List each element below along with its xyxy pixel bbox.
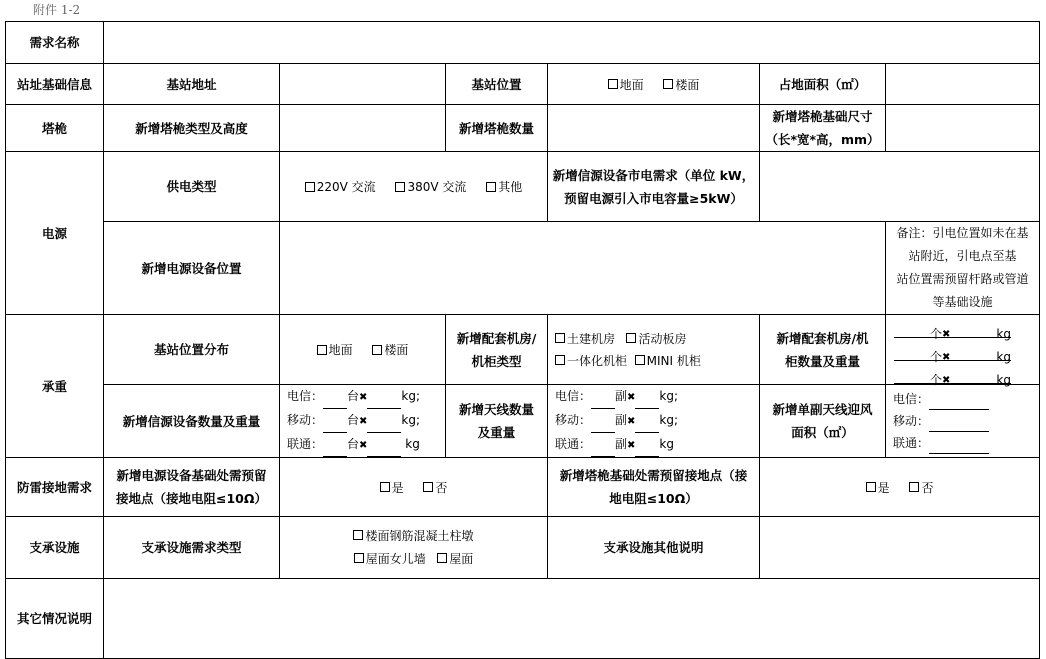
tower-count-field[interactable]	[548, 105, 760, 152]
site-address-label: 基站地址	[104, 64, 280, 105]
checkbox-icon[interactable]	[486, 182, 496, 192]
power-grounding-label: 新增电源设备基础处需预留 接地点（接地电阻≤10Ω）	[104, 458, 280, 517]
antenna-count-weight-label: 新增天线数量 及重量	[446, 385, 548, 458]
tower-type-height-label: 新增塔桅类型及高度	[104, 105, 280, 152]
room-option-mobile-house[interactable]: 活动板房	[626, 332, 686, 346]
telecom-line[interactable]: 电信：	[893, 388, 1039, 410]
telecom-line[interactable]: 电信： 台✖ kg;	[287, 385, 445, 409]
tower-label: 塔桅	[6, 105, 104, 152]
checkbox-icon[interactable]	[909, 482, 919, 492]
power-supply-type-label: 供电类型	[104, 152, 280, 222]
mobile-line[interactable]: 移动： 台✖ kg;	[287, 409, 445, 433]
power-grounding-yes[interactable]: 是	[380, 479, 404, 496]
checkbox-icon[interactable]	[555, 355, 565, 365]
power-equipment-location-label: 新增电源设备位置	[104, 222, 280, 315]
antenna-wind-area-fields	[886, 385, 1040, 458]
power-demand-label: 新增信源设备市电需求（单位 kW， 预留电源引入市电容量≥5kW）	[548, 152, 760, 222]
multiply-icon: ✖	[627, 440, 636, 451]
checkbox-icon[interactable]	[353, 530, 363, 540]
room-option-mini-cabinet[interactable]: MINI 机柜	[635, 354, 701, 368]
power-supply-options	[280, 152, 548, 222]
tower-count-label: 新增塔桅数量	[446, 105, 548, 152]
location-option-ground[interactable]: 地面	[608, 76, 644, 93]
room-count-weight-fields	[886, 315, 1040, 385]
multiply-icon: ✖	[942, 369, 950, 384]
support-type-label: 支承设施需求类型	[104, 517, 280, 579]
room-type-label: 新增配套机房/ 机柜类型	[446, 315, 548, 385]
room-type-options	[548, 315, 760, 385]
site-area-field[interactable]	[886, 64, 1040, 105]
multiply-icon: ✖	[627, 416, 636, 427]
support-option-roof[interactable]: 屋面	[437, 552, 473, 566]
demand-name-label: 需求名称	[6, 22, 104, 64]
power-label: 电源	[6, 152, 104, 315]
support-other-field[interactable]	[760, 517, 1040, 579]
mobile-line[interactable]: 移动：	[893, 410, 1039, 432]
tower-grounding-yes[interactable]: 是	[866, 479, 890, 496]
checkbox-icon[interactable]	[663, 79, 673, 89]
power-grounding-no[interactable]: 否	[423, 479, 447, 496]
tower-grounding-no[interactable]: 否	[909, 479, 933, 496]
signal-equipment-fields	[280, 385, 446, 458]
supply-option-other[interactable]: 其他	[486, 178, 522, 195]
support-type-options	[280, 517, 548, 579]
multiply-icon: ✖	[359, 416, 368, 427]
unicom-line[interactable]: 联通： 台✖ kg	[287, 433, 445, 457]
checkbox-icon[interactable]	[317, 345, 327, 355]
support-label: 支承设施	[6, 517, 104, 579]
site-info-label: 站址基础信息	[6, 64, 104, 105]
checkbox-icon[interactable]	[608, 79, 618, 89]
checkbox-icon[interactable]	[437, 553, 447, 563]
power-equipment-location-field[interactable]	[280, 222, 886, 315]
power-note: 备注：引电位置如未在基站附近，引电点至基 站位置需预留杆路或管道等基础设施	[886, 222, 1040, 315]
checkbox-icon[interactable]	[555, 333, 565, 343]
room-count-line[interactable]: 个✖ kg	[894, 338, 1039, 361]
location-option-roof[interactable]: 楼面	[663, 76, 699, 93]
multiply-icon: ✖	[942, 346, 950, 361]
grounding-label: 防雷接地需求	[6, 458, 104, 517]
checkbox-icon[interactable]	[305, 182, 315, 192]
support-other-label: 支承设施其他说明	[548, 517, 760, 579]
room-option-civil[interactable]: 土建机房	[555, 332, 615, 346]
antenna-count-weight-fields	[548, 385, 760, 458]
checkbox-icon[interactable]	[626, 333, 636, 343]
tower-foundation-size-label: 新增塔桅基础尺寸 （长*宽*高，mm）	[760, 105, 886, 152]
telecom-line[interactable]: 电信： 副✖ kg;	[555, 385, 759, 409]
checkbox-icon[interactable]	[354, 553, 364, 563]
room-count-line[interactable]: 个✖ kg	[894, 315, 1039, 338]
checkbox-icon[interactable]	[380, 482, 390, 492]
load-distribution-options	[280, 315, 446, 385]
checkbox-icon[interactable]	[423, 482, 433, 492]
signal-equipment-label: 新增信源设备数量及重量	[104, 385, 280, 458]
load-label: 承重	[6, 315, 104, 458]
room-count-weight-label: 新增配套机房/机 柜数量及重量	[760, 315, 886, 385]
site-location-label: 基站位置	[446, 64, 548, 105]
checkbox-icon[interactable]	[372, 345, 382, 355]
distribution-option-ground[interactable]: 地面	[317, 341, 353, 358]
multiply-icon: ✖	[359, 440, 368, 451]
multiply-icon: ✖	[942, 323, 950, 338]
other-notes-field[interactable]	[104, 579, 1040, 659]
checkbox-icon[interactable]	[866, 482, 876, 492]
mobile-line[interactable]: 移动： 副✖ kg;	[555, 409, 759, 433]
multiply-icon: ✖	[359, 392, 368, 403]
checkbox-icon[interactable]	[395, 182, 405, 192]
site-address-field[interactable]	[280, 64, 446, 105]
attachment-label: 附件 1-2	[33, 3, 81, 17]
power-grounding-options	[280, 458, 548, 517]
room-count-line[interactable]: 个✖ kg	[894, 361, 1039, 384]
tower-grounding-options	[760, 458, 1040, 517]
tower-type-height-field[interactable]	[280, 105, 446, 152]
load-distribution-label: 基站位置分布	[104, 315, 280, 385]
room-option-integrated-cabinet[interactable]: 一体化机柜	[555, 354, 627, 368]
unicom-line[interactable]: 联通： 副✖ kg	[555, 433, 759, 457]
unicom-line[interactable]: 联通：	[893, 432, 1039, 454]
site-location-options	[548, 64, 760, 105]
antenna-wind-area-label: 新增单副天线迎风 面积（㎡）	[760, 385, 886, 458]
power-demand-field[interactable]	[760, 152, 1040, 222]
other-notes-label: 其它情况说明	[6, 579, 104, 659]
checkbox-icon[interactable]	[635, 355, 645, 365]
demand-name-field[interactable]	[104, 22, 1040, 64]
tower-foundation-size-field[interactable]	[886, 105, 1040, 152]
supply-option-380v[interactable]: 380V 交流	[395, 178, 466, 195]
distribution-option-roof[interactable]: 楼面	[372, 341, 408, 358]
multiply-icon: ✖	[627, 392, 636, 403]
site-area-label: 占地面积（㎡）	[760, 64, 886, 105]
support-option-parapet[interactable]: 屋面女儿墙	[354, 552, 426, 566]
supply-option-220v[interactable]: 220V 交流	[305, 178, 376, 195]
demand-form-table	[5, 21, 1040, 659]
tower-grounding-label: 新增塔桅基础处需预留接地点（接 地电阻≤10Ω）	[548, 458, 760, 517]
support-option-pier[interactable]: 楼面钢筋混凝土柱墩	[353, 529, 473, 543]
